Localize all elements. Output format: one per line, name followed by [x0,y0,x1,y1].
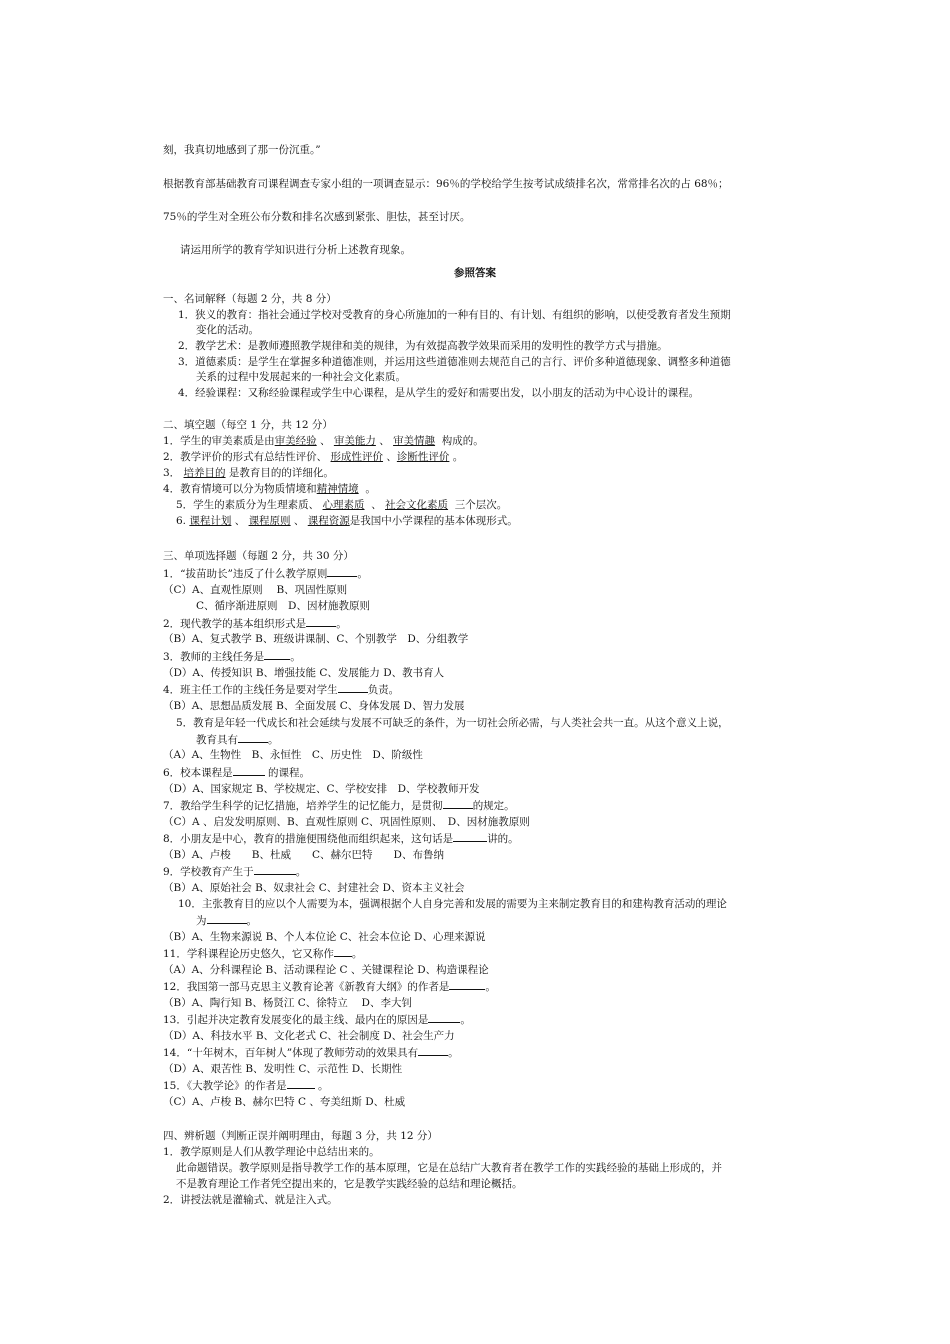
fill-2-text: 2．教学评价的形式有总结性评价、 [163,451,328,463]
choice-question [163,682,399,697]
choice-question: 5．教育是年轻一代成长和社会延续与发展不可缺乏的条件，为一切社会所必需，与人类社会共一直。从这个意义上说， [176,717,729,729]
term-2: 2．教学艺术：是教师遵照教学规律和美的规律，为有效提高教学效果而采用的发明性的教学方式与措施。 [178,340,668,352]
fill-1-text-end: 构成的。 [441,435,484,447]
analysis-question-1: 1．教学原则是人们从教学理论中总结出来的。 [163,1146,380,1158]
fill-6-answer-a: 课程计划 [189,515,232,527]
analysis-answer-1-cont: 不是教育理论工作者凭空提出来的，它是教学实践经验的总结和理论概括。 [176,1178,523,1190]
fill-4 [163,482,376,496]
choice-question-end: 。 [246,915,257,927]
answer-title: 参照答案 [454,267,496,279]
choice-question-end: 。 [268,734,279,746]
choice-options: （A）A、分科课程论 B、活动课程论 C 、关键课程论 D、构造课程论 [163,964,489,976]
choice-question-end: 。 [485,981,496,993]
choice-question-text: 12．我国第一部马克思主义教育论著《新教育大纲》的作者是 [163,981,450,993]
fill-2-text-end: 。 [452,451,464,463]
choice-options: （C）A、直观性原则 B、巩固性原则 [163,584,348,596]
choice-options: （B）A、陶行知 B、杨贤江 C、徐特立 D、李大钊 [163,997,412,1009]
choice-options: （D）A、国家规定 B、学校规定、C、学校安排 D、学校教师开发 [163,783,480,795]
fill-5-text-end: 三个层次。 [454,499,508,511]
fill-3-answer: 培养目的 [183,467,226,479]
choice-question-text: 11．学科课程论历史悠久，它又称作 [163,948,334,960]
fill-5 [176,498,507,512]
fill-5-text: 5．学生的素质分为生理素质、 [176,499,320,511]
intro-line-2: 根据教育部基础教育司课程调查专家小组的一项调查显示：96％的学校给学生按考试成绩排名次，常常排名次的占 68％； [163,178,729,190]
choice-question [196,732,279,747]
choice-question-text: 9．学校教育产生于 [163,866,254,878]
choice-question-end: 讲的。 [487,833,519,845]
choice-question [163,1012,471,1027]
fill-5-answer-b: 社会文化素质 [385,499,449,511]
choice-options: （A）A、生物性 B、永恒性 C、历史性 D、阶级性 [163,749,423,761]
choice-question-text: 1．“拔苗助长”违反了什么教学原则 [163,568,328,580]
fill-6-text-end: 是我国中小学课程的基本体现形式。 [349,515,518,527]
choice-question [163,946,362,961]
choice-question [163,1078,328,1093]
fill-6-sep: 、 [234,515,246,527]
choice-question [163,1045,459,1060]
choice-question: 10．主张教育目的应以个人需要为本，强调根据个人自身完善和发展的需要为主来制定教育目的和建构教育活动的理论 [178,898,727,910]
section-4-heading: 四、辨析题（判断正误并阐明理由，每题 3 分，共 12 分） [163,1130,438,1142]
term-1: 1．狭义的教育：指社会通过学校对受教育的身心所施加的一种有目的、有计划、有组织的影响，以使受教育者发生预期 [178,309,731,321]
choice-question [163,831,519,846]
choice-options: （D）A、传授知识 B、增强技能 C、发展能力 D、教书育人 [163,667,445,679]
fill-1-sep: 、 [320,435,331,447]
choice-question-text: 6．校本课程是 [163,767,233,779]
analysis-question-2: 2．讲授法就是灌输式、就是注入式。 [163,1194,338,1206]
fill-6 [176,514,518,528]
choice-question-text: 4．班主任工作的主线任务是要对学生 [163,684,338,696]
analysis-answer-1: 此命题错误。教学原则是指导教学工作的基本原理，它是在总结广大教育者在教学工作的实践经验的基础上形成的，并 [176,1162,722,1174]
choice-question-text: 14．“十年树木，百年树人”体现了教师劳动的效果具有 [163,1047,419,1059]
section-1-heading: 一、名词解释（每题 2 分，共 8 分） [163,293,337,305]
choice-question [196,913,257,928]
choice-question-end: 。 [314,1080,329,1092]
fill-1-answer-a: 审美经验 [274,435,317,447]
choice-question [163,979,496,994]
section-2-heading: 二、填空题（每空 1 分，共 12 分） [163,419,333,431]
fill-6-answer-c: 课程资源 [307,515,350,527]
fill-5-sep: 、 [371,499,382,511]
fill-3 [163,466,334,480]
question-prompt: 请运用所学的教育学知识进行分析上述教育现象。 [180,244,411,256]
choice-options: （D）A、科技水平 B、文化老式 C、社会制度 D、社会生产力 [163,1030,455,1042]
fill-5-answer-a: 心理素质 [322,499,365,511]
choice-question [163,566,368,581]
term-1-cont: 变化的活动。 [196,324,259,336]
choice-question-text: 8．小朋友是中心，教育的措施便围绕他而组织起来，这句话是 [163,833,454,845]
intro-line-3: 75％的学生对全班公布分数和排名次感到紧张、胆怯，甚至讨厌。 [163,211,471,223]
choice-question-text: 15．《大教学论》的作者是 [163,1080,287,1092]
fill-1-answer-c: 审美情趣 [393,435,436,447]
choice-question [163,765,310,780]
choice-question-text: 教育具有 [196,734,238,746]
term-3-cont: 关系的过程中发展起来的一种社会文化素质。 [196,371,406,383]
fill-1-answer-b: 审美能力 [333,435,376,447]
section-3-heading: 三、单项选择题（每题 2 分，共 30 分） [163,550,354,562]
fill-6-sep: 、 [293,515,305,527]
choice-question [163,616,347,631]
fill-4-text-end: 。 [365,483,376,495]
fill-2-sep: 、 [386,451,397,463]
choice-options: （D）A、艰苦性 B、发明性 C、示范性 D、长期性 [163,1063,403,1075]
choice-question-end: 。 [351,948,363,960]
choice-question-end: 负责。 [367,684,400,696]
choice-question-text: 13．引起并决定教育发展变化的最主线、最内在的原因是 [163,1014,429,1026]
term-4: 4．经验课程：又称经验课程或学生中心课程，是从学生的爱好和需要出发，以小朋友的活动为中心设计的课程。 [178,387,700,399]
fill-4-answer: 精神情境 [316,483,359,495]
choice-question-text: 2．现代教学的基本组织形式是 [163,618,307,630]
fill-3-text-end: 是教育目的的详细化。 [228,467,334,479]
choice-options: （B）A、思想品质发展 B、全面发展 C、身体发展 D、智力发展 [163,700,465,712]
choice-question [163,798,515,813]
choice-question-end: 。 [357,568,368,580]
choice-question-text: 为 [196,915,207,927]
choice-options: （B）A、生物来源说 B、个人本位论 C、社会本位论 D、心理来源说 [163,931,486,943]
choice-options: （C）A、卢梭 B、赫尔巴特 C 、夸美纽斯 D、杜威 [163,1096,406,1108]
choice-options: （B）A、复式教学 B、班级讲课制、C、个别教学 D、分组教学 [163,633,469,645]
fill-4-text: 4．教育情境可以分为物质情境和 [163,483,317,495]
fill-3-text: 3． [163,467,181,479]
fill-1-text: 1．学生的审美素质是由 [163,435,275,447]
choice-question-end: 。 [295,866,307,878]
choice-options: （B）A、卢梭 B、杜威 C、赫尔巴特 D、布鲁纳 [163,849,444,861]
fill-1 [163,434,484,448]
choice-question-text: 7．教给学生科学的记忆措施，培养学生的记忆能力，是贯彻 [163,800,443,812]
fill-1-sep: 、 [379,435,390,447]
choice-question [163,864,306,879]
fill-2-answer-b: 诊断性评价 [396,451,450,463]
fill-2-answer-a: 形成性评价 [330,451,384,463]
choice-options: （C）A 、启发发明原则、B、直观性原则 C、巩固性原则、 D、因材施教原则 [163,816,530,828]
choice-question-end: 。 [460,1014,471,1026]
choice-question-end: 。 [290,651,301,663]
choice-options: C、循序渐进原则 D、因材施教原则 [196,600,370,612]
choice-question-end: 的课程。 [264,767,311,779]
choice-question-end: 的规定。 [472,800,515,812]
choice-question-end: 。 [448,1047,459,1059]
choice-question [163,649,301,664]
choice-question-text: 3．教师的主线任务是 [163,651,265,663]
fill-2 [163,450,463,464]
choice-options: （B）A、原始社会 B、奴隶社会 C、封建社会 D、资本主义社会 [163,882,465,894]
fill-6-answer-b: 课程原则 [248,515,291,527]
choice-question-end: 。 [336,618,347,630]
fill-6-text: 6. [176,515,187,527]
intro-line-1: 刻，我真切地感到了那一份沉重。” [163,144,321,156]
term-3: 3．道德素质：是学生在掌握多种道德准则，并运用这些道德准则去规范自己的言行、评价多种道德现象、调整多种道德 [178,356,731,368]
